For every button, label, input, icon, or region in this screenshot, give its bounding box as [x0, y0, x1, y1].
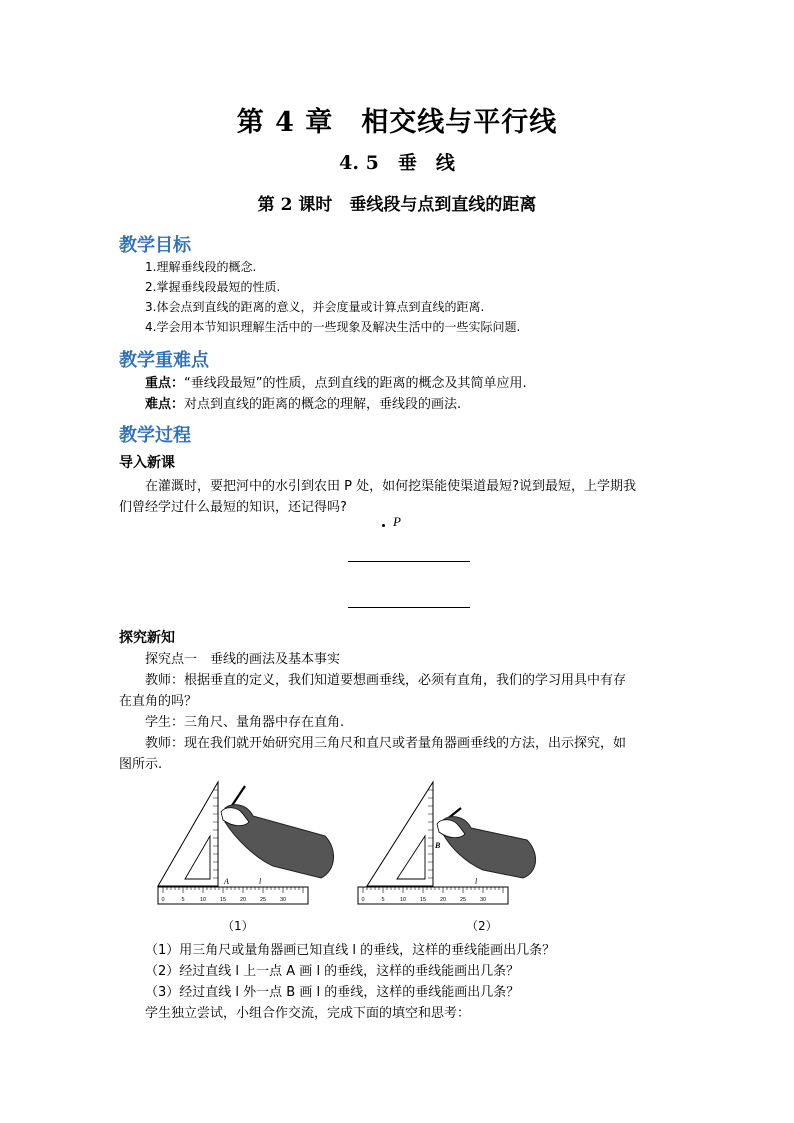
- difficulty-line: [145, 393, 461, 412]
- figure-1-caption: （1）: [222, 919, 254, 933]
- ruler-tick-label: 5: [181, 897, 185, 903]
- ruler-tick-label: 5: [381, 897, 385, 903]
- figure-2-point-b: B: [435, 841, 441, 850]
- keypoints-heading: 教学重难点: [119, 350, 209, 371]
- goal-item-4: 4.学会用本节知识理解生活中的一些现象及解决生活中的一些实际问题.: [145, 320, 521, 334]
- intro-heading: 导入新课: [119, 455, 175, 471]
- closing-line: 学生独立尝试，小组合作交流，完成下面的填空和思考：: [145, 1006, 471, 1021]
- lesson-title: 第 2 课时 垂线段与点到直线的距离: [257, 195, 537, 215]
- ruler-tick-label: 0: [161, 897, 165, 903]
- ruler-tick-label: 20: [239, 897, 247, 903]
- goal-item-3: 3.体会点到直线的距离的意义，并会度量或计算点到直线的距离.: [145, 300, 485, 314]
- ruler-tick-label: 15: [219, 897, 227, 903]
- chapter-title: 第 4 章 相交线与平行线: [236, 107, 558, 138]
- river-line-upper: [348, 561, 470, 562]
- goal-item-2: 2.掌握垂线段最短的性质.: [145, 280, 281, 294]
- focus-text: “垂线段最短”的性质，点到直线的距离的概念及其简单应用.: [184, 376, 527, 391]
- teacher-line-2b: 图所示.: [119, 757, 163, 772]
- figure-1-point-a: A: [224, 877, 229, 886]
- ruler-tick-label: 0: [361, 897, 365, 903]
- ruler-tick-label: 30: [479, 897, 487, 903]
- intro-line-2: 们曾经学过什么最短的知识，还记得吗?: [119, 500, 347, 515]
- teacher-line-1b: 在直角的吗？: [119, 694, 198, 709]
- section-title: 4. 5 垂 线: [339, 152, 455, 174]
- figure-2-drawing: [355, 778, 540, 908]
- point-p-label: P: [393, 514, 401, 529]
- teacher-line-1a: 教师：根据垂直的定义，我们知道要想画垂线，必须有直角，我们的学习用具中有存: [145, 673, 627, 688]
- focus-line: [145, 372, 527, 391]
- figure-1-drawing: [155, 778, 340, 908]
- figure-2-line-l: l: [475, 877, 478, 886]
- ruler-tick-label: 25: [259, 897, 267, 903]
- intro-line-1: 在灌溉时，要把河中的水引到农田 P 处，如何挖渠能使渠道最短?说到最短，上学期我: [145, 479, 637, 494]
- ruler-tick-label: 30: [279, 897, 287, 903]
- question-3: （3）经过直线 l 外一点 B 画 l 的垂线，这样的垂线能画出几条？: [145, 985, 520, 1000]
- process-heading: 教学过程: [119, 425, 191, 446]
- difficulty-text: 对点到直线的距离的概念的理解，垂线段的画法.: [184, 397, 462, 412]
- question-2: （2）经过直线 l 上一点 A 画 l 的垂线，这样的垂线能画出几条？: [145, 964, 520, 979]
- ruler-tick-label: 20: [439, 897, 447, 903]
- focus-label: 重点：: [145, 376, 185, 391]
- ruler-tick-label: 25: [459, 897, 467, 903]
- figure-2-caption: （2）: [466, 919, 498, 933]
- point-p-dot: [382, 524, 385, 527]
- figure-1-line-l: l: [259, 877, 262, 886]
- ruler-tick-label: 10: [199, 897, 207, 903]
- ruler-tick-label: 15: [419, 897, 427, 903]
- difficulty-label: 难点：: [145, 397, 185, 412]
- question-1: （1）用三角尺或量角器画已知直线 l 的垂线，这样的垂线能画出几条？: [145, 943, 556, 958]
- student-line: 学生：三角尺、量角器中存在直角.: [145, 715, 345, 730]
- river-line-lower: [348, 607, 470, 608]
- goal-item-1: 1.理解垂线段的概念.: [145, 260, 257, 274]
- explore-point-title: 探究点一 垂线的画法及基本事实: [145, 652, 341, 667]
- ruler-tick-label: 10: [399, 897, 407, 903]
- explore-heading: 探究新知: [119, 630, 175, 646]
- teacher-line-2a: 教师：现在我们就开始研究用三角尺和直尺或者量角器画垂线的方法，出示探究，如: [145, 736, 627, 751]
- goals-heading: 教学目标: [119, 235, 191, 256]
